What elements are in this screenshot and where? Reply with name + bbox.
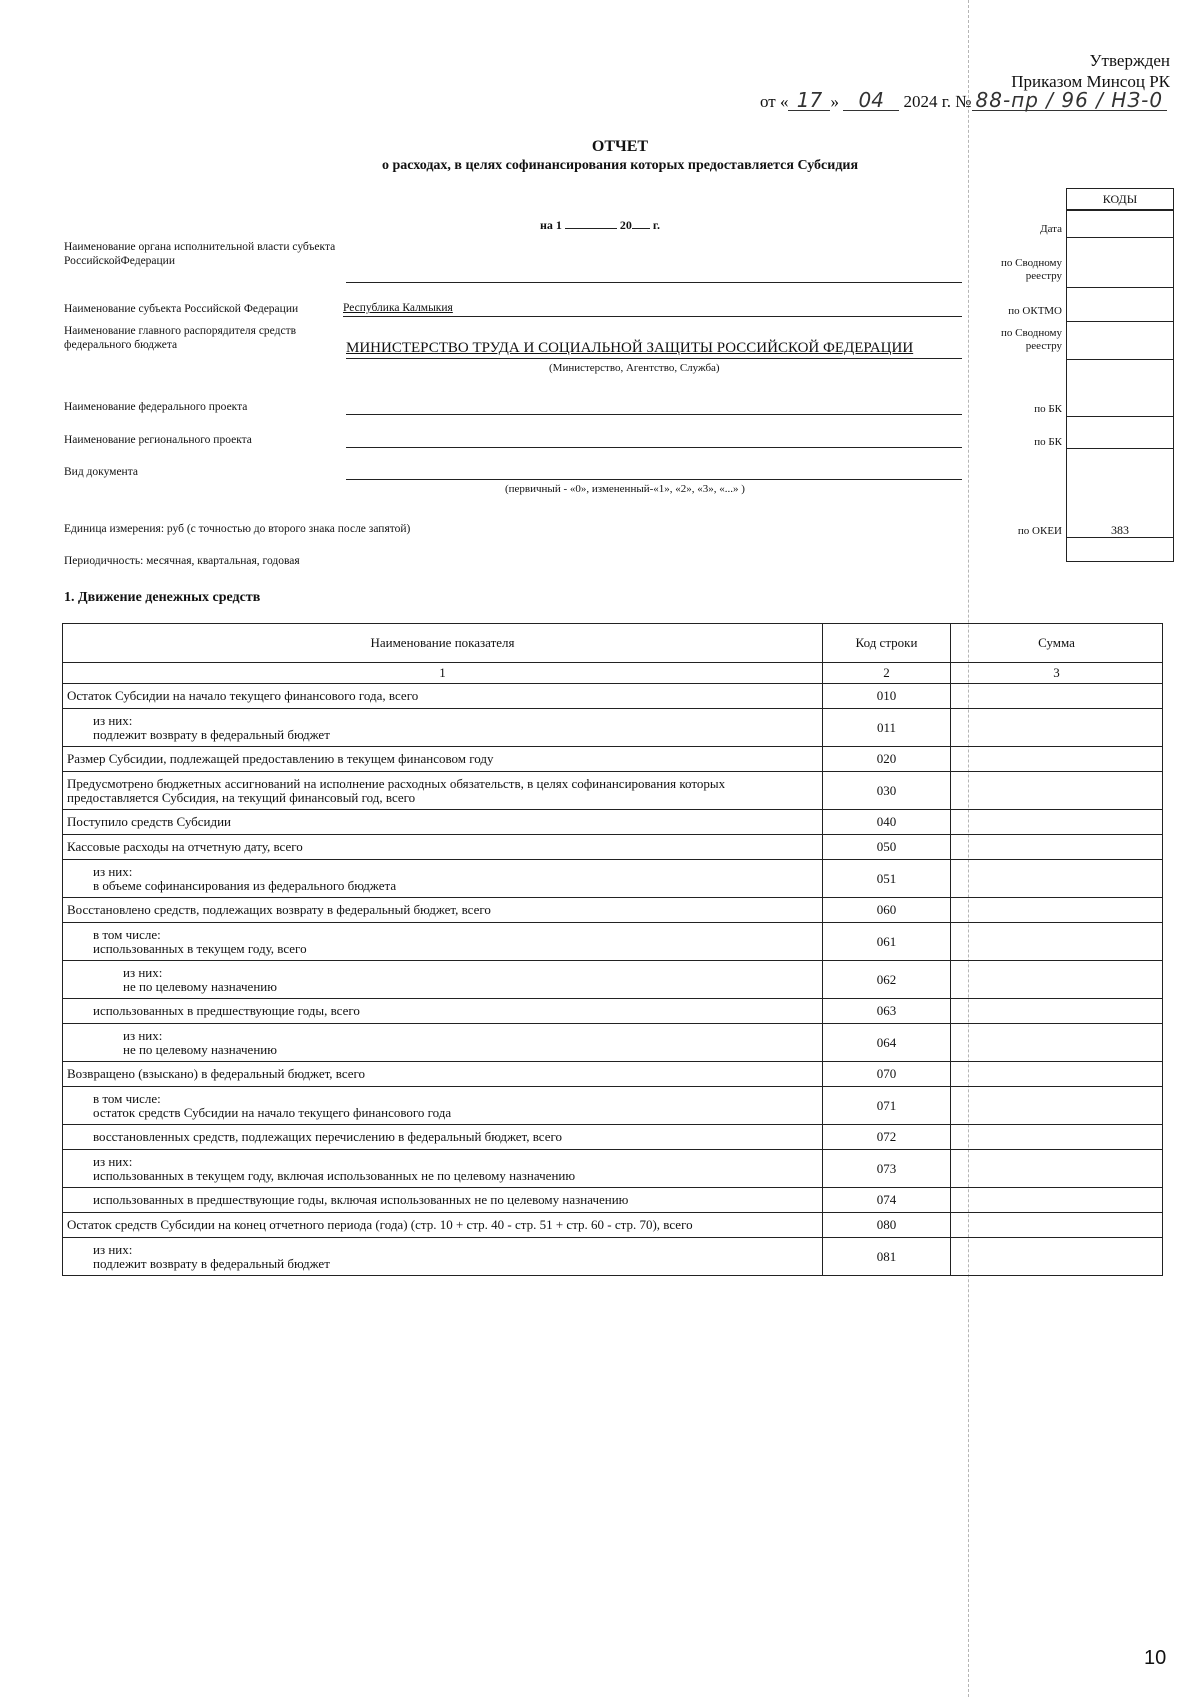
order-month-handwritten: 04 (843, 90, 899, 111)
row-sum-cell[interactable] (951, 810, 1163, 835)
main-manager-field (346, 358, 962, 359)
report-title: ОТЧЕТ (591, 138, 649, 155)
row-sum-cell[interactable] (951, 772, 1163, 810)
codes-divider (1066, 416, 1174, 417)
report-date-blank[interactable] (565, 216, 617, 229)
main-manager-note: (Министерство, Агентство, Служба) (549, 362, 720, 374)
row-code: 051 (823, 860, 951, 898)
header-indicator: Наименование показателя (63, 624, 823, 663)
table-row (63, 709, 1163, 747)
row-sum-cell[interactable] (951, 709, 1163, 747)
main-manager-value: МИНИСТЕРСТВО ТРУДА И СОЦИАЛЬНОЙ ЗАЩИТЫ РОССИЙСКОЙ ФЕДЕРАЦИИ (346, 340, 914, 356)
row-label-text: использованных в текущем году, включая использованных не по целевому назначению (93, 1167, 576, 1183)
row-label-text: не по целевому назначению (123, 1041, 277, 1057)
table-row (63, 1125, 1163, 1150)
row-code: 063 (823, 999, 951, 1024)
row-code: 011 (823, 709, 951, 747)
codes-divider (1066, 359, 1174, 360)
row-label-text: подлежит возврату в федеральный бюджет (93, 1255, 330, 1271)
row-sum-cell[interactable] (951, 961, 1163, 999)
subject-value: Республика Калмыкия (343, 302, 453, 314)
row-code: 030 (823, 772, 951, 810)
code-oktmo-label: по ОКТМО (1008, 305, 1062, 317)
table-row (63, 1087, 1163, 1125)
table-row (63, 810, 1163, 835)
row-label (63, 1024, 823, 1062)
row-code: 061 (823, 923, 951, 961)
row-sum-cell[interactable] (951, 747, 1163, 772)
row-code: 020 (823, 747, 951, 772)
unit-label: Единица измерения: руб (с точностью до второго знака после запятой) (64, 523, 411, 535)
col-number: 1 (63, 663, 823, 684)
regional-project-label: Наименование регионального проекта (64, 434, 252, 446)
order-number-handwritten: 88-пр / 96 / НЗ-0 (972, 90, 1168, 111)
row-sum-cell[interactable] (951, 1150, 1163, 1188)
order-line (760, 90, 1167, 112)
row-code: 064 (823, 1024, 951, 1062)
report-year-blank[interactable] (632, 216, 650, 229)
row-label: Остаток средств Субсидии на конец отчетного периода (года) (стр. 10 + стр. 40 - стр. 51 + стр. 60 - стр. 70), всего (63, 1213, 823, 1238)
row-label: Поступило средств Субсидии (63, 810, 823, 835)
row-sum-cell[interactable] (951, 1024, 1163, 1062)
row-sum-cell[interactable] (951, 898, 1163, 923)
code-bk1-label: по БК (1034, 403, 1062, 415)
header-code: Код строки (823, 624, 951, 663)
exec-body-field[interactable] (346, 282, 962, 283)
row-sum-cell[interactable] (951, 860, 1163, 898)
row-prefix: из них: (93, 1153, 133, 1169)
row-label: использованных в предшествующие годы, всего (63, 999, 823, 1024)
table-row (63, 923, 1163, 961)
codes-divider (1066, 448, 1174, 449)
federal-project-label: Наименование федерального проекта (64, 401, 248, 413)
row-sum-cell[interactable] (951, 1238, 1163, 1276)
row-label (63, 709, 823, 747)
table-row (63, 1150, 1163, 1188)
report-date-suffix: г. (652, 218, 661, 232)
row-label-text: в объеме софинансирования из федерального бюджета (93, 877, 397, 893)
table-row (63, 961, 1163, 999)
row-sum-cell[interactable] (951, 999, 1163, 1024)
code-okei-value: 383 (1111, 523, 1129, 537)
table-row (63, 747, 1163, 772)
doc-type-note: (первичный - «0», измененный-«1», «2», «3», «...» ) (505, 483, 745, 495)
table-row (63, 1062, 1163, 1087)
row-sum-cell[interactable] (951, 684, 1163, 709)
row-code: 010 (823, 684, 951, 709)
table-header-row (63, 624, 1163, 663)
row-code: 081 (823, 1238, 951, 1276)
codes-divider (1066, 287, 1174, 288)
row-sum-cell[interactable] (951, 1188, 1163, 1213)
code-svod1-label: по Сводному реестру (1000, 257, 1062, 282)
table-row (63, 860, 1163, 898)
row-prefix: из них: (123, 964, 163, 980)
approved-label: Утвержден (1089, 51, 1170, 70)
report-date (540, 216, 660, 233)
row-label: восстановленных средств, подлежащих перечислению в федеральный бюджет, всего (63, 1125, 823, 1150)
order-from: от « (760, 92, 789, 111)
row-label (63, 1087, 823, 1125)
row-label (63, 1238, 823, 1276)
approval-stamp (1011, 50, 1170, 92)
row-label: Размер Субсидии, подлежащей предоставлению в текущем финансовом году (63, 747, 823, 772)
row-sum-cell[interactable] (951, 1087, 1163, 1125)
cash-flow-table (62, 623, 1163, 1276)
row-code: 050 (823, 835, 951, 860)
row-sum-cell[interactable] (951, 1125, 1163, 1150)
order-day-handwritten: 17 (788, 90, 830, 111)
row-code: 073 (823, 1150, 951, 1188)
header-sum: Сумма (951, 624, 1163, 663)
row-label (63, 860, 823, 898)
codes-divider (1066, 237, 1174, 238)
report-date-century: 20 (619, 218, 632, 232)
table-row (63, 835, 1163, 860)
row-prefix: из них: (93, 1241, 133, 1257)
row-prefix: из них: (93, 863, 133, 879)
table-row (63, 772, 1163, 810)
code-svod2-label: по Сводному реестру (1000, 327, 1062, 352)
doc-type-label: Вид документа (64, 466, 138, 478)
exec-body-label: Наименование органа исполнительной власти субъекта РоссийскойФедерации (64, 241, 336, 267)
table-row (63, 999, 1163, 1024)
row-label-text: использованных в текущем году, всего (93, 940, 307, 956)
row-code: 070 (823, 1062, 951, 1087)
order-day-close: » (830, 92, 839, 111)
row-label: Кассовые расходы на отчетную дату, всего (63, 835, 823, 860)
federal-project-field[interactable] (346, 414, 962, 415)
row-label: Предусмотрено бюджетных ассигнований на исполнение расходных обязательств, в целях софинансирования которых предоставляется Субсидия, на текущий финансовый год, всего (63, 772, 823, 810)
row-label: Возвращено (взыскано) в федеральный бюджет, всего (63, 1062, 823, 1087)
row-code: 040 (823, 810, 951, 835)
row-prefix: из них: (123, 1027, 163, 1043)
code-bk2-label: по БК (1034, 436, 1062, 448)
row-code: 074 (823, 1188, 951, 1213)
periodicity-label: Периодичность: месячная, квартальная, годовая (64, 555, 300, 567)
regional-project-field[interactable] (346, 447, 962, 448)
row-sum-cell[interactable] (951, 923, 1163, 961)
row-label: использованных в предшествующие годы, включая использованных не по целевому назначению (63, 1188, 823, 1213)
row-code: 062 (823, 961, 951, 999)
doc-type-field[interactable] (346, 479, 962, 480)
code-date-label: Дата (1040, 223, 1062, 235)
row-prefix: в том числе: (93, 1090, 161, 1106)
row-code: 072 (823, 1125, 951, 1150)
row-label (63, 923, 823, 961)
report-date-prefix: на 1 (540, 218, 562, 232)
row-label-text: остаток средств Субсидии на начало текущего финансового года (93, 1104, 452, 1120)
subject-label: Наименование субъекта Российской Федерации (64, 303, 299, 315)
page-number: 10 (1144, 1647, 1167, 1669)
order-year: 2024 г. № (903, 92, 972, 111)
row-label: Восстановлено средств, подлежащих возврату в федеральный бюджет, всего (63, 898, 823, 923)
row-label-text: подлежит возврату в федеральный бюджет (93, 726, 330, 742)
section-title: 1. Движение денежных средств (64, 590, 261, 605)
table-row (63, 1213, 1163, 1238)
row-sum-cell[interactable] (951, 1213, 1163, 1238)
table-row (63, 1188, 1163, 1213)
table-row (63, 1238, 1163, 1276)
col-number: 3 (951, 663, 1163, 684)
table-row (63, 898, 1163, 923)
table-row (63, 684, 1163, 709)
row-prefix: в том числе: (93, 926, 161, 942)
col-number: 2 (823, 663, 951, 684)
row-code: 071 (823, 1087, 951, 1125)
row-code: 060 (823, 898, 951, 923)
row-sum-cell[interactable] (951, 1062, 1163, 1087)
code-okei-label: по ОКЕИ (1017, 525, 1062, 537)
table-row (63, 1024, 1163, 1062)
codes-divider (1066, 321, 1174, 322)
row-label: Остаток Субсидии на начало текущего финансового года, всего (63, 684, 823, 709)
row-label (63, 961, 823, 999)
subject-field (343, 316, 962, 317)
row-sum-cell[interactable] (951, 835, 1163, 860)
row-prefix: из них: (93, 712, 133, 728)
main-manager-label: Наименование главного распорядителя средств федерального бюджета (64, 325, 297, 351)
approved-by-order: Приказом Минсоц РК (1011, 72, 1170, 91)
report-subtitle: о расходах, в целях софинансирования которых предоставляется Субсидия (381, 158, 859, 173)
row-code: 080 (823, 1213, 951, 1238)
codes-header: КОДЫ (1066, 188, 1174, 210)
table-col-number-row (63, 663, 1163, 684)
row-label (63, 1150, 823, 1188)
row-label-text: не по целевому назначению (123, 978, 277, 994)
codes-box (1066, 210, 1174, 562)
